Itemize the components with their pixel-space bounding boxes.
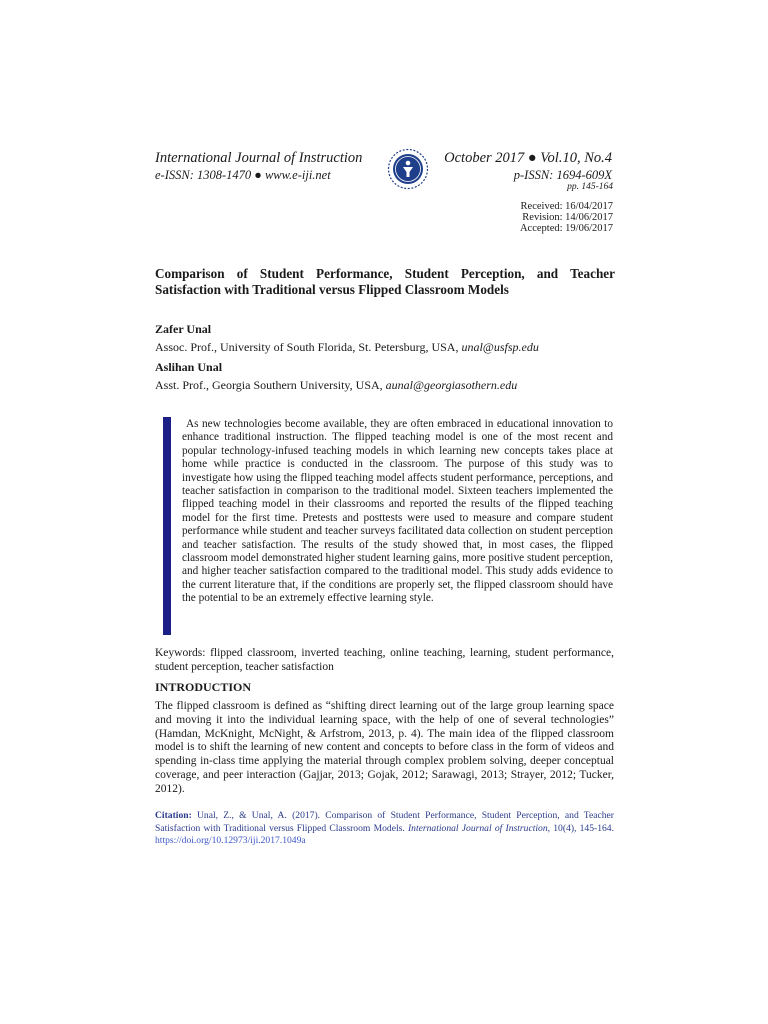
citation-block	[155, 810, 614, 848]
keywords: Keywords: flipped classroom, inverted teaching, online teaching, learning, student performance, student perception, teacher satisfaction	[155, 647, 614, 673]
journal-name: International Journal of Instruction	[155, 150, 363, 166]
journal-logo-icon	[387, 148, 429, 190]
author-affiliation	[155, 378, 517, 393]
citation-journal: International Journal of Instruction	[407, 822, 548, 834]
citation-text: Unal, Z., & Unal, A. (2017). Comparison of Student Performance, Student Perception, and Teacher Satisfaction with Traditional versus Flipped Classroom Models.	[155, 810, 614, 834]
author-block-2	[155, 360, 517, 393]
affiliation-text: Assoc. Prof., University of South Florida, St. Petersburg, USA,	[155, 340, 459, 354]
abstract-text: As new technologies become available, they are often embraced in educational innovation to enhance traditional instruction. The flipped teaching model is one of the most recent and popular technology-infused teaching models in which learning new concepts takes place at home while practice is conducted in the classroom. The purpose of this study was to investigate how using the flipped teaching model affects student performance, perceptions, and teacher satisfaction in comparison to the traditional model. Sixteen teachers implemented the flipped teaching model in their classrooms and reported the results of the flipped teaching model for the first time. Pretests and posttests were used to measure and compare student performance while student and teacher surveys facilitated data collection on student perception and teacher satisfaction. The results of the study showed that, in most cases, the flipped classroom model demonstrated higher student learning gains, more positive student perception, and higher teacher satisfaction compared to the traditional model. This study adds evidence to the current literature that, if the conditions are properly set, the flipped classroom should have the potential to be an extremely effective learning style.	[182, 418, 613, 605]
author-email: unal@usfsp.edu	[461, 340, 539, 354]
author-block-1	[155, 322, 539, 355]
issue-info: October 2017 ● Vol.10, No.4	[444, 150, 612, 166]
doi-link[interactable]: https://doi.org/10.12973/iji.2017.1049a	[155, 835, 306, 847]
revision-date: Revision: 14/06/2017	[522, 212, 613, 223]
page-range: pp. 145-164	[567, 182, 613, 192]
author-name: Aslihan Unal	[155, 360, 223, 374]
author-email: aunal@georgiasothern.edu	[385, 378, 518, 392]
p-issn: p-ISSN: 1694-609X	[513, 168, 612, 182]
received-date: Received: 16/04/2017	[520, 201, 613, 212]
affiliation-text: Asst. Prof., Georgia Southern University, USA,	[155, 378, 383, 392]
author-affiliation	[155, 340, 539, 355]
e-issn: e-ISSN: 1308-1470 ● www.e-iji.net	[155, 168, 331, 182]
citation-volume: , 10(4), 145-164.	[547, 822, 615, 834]
accepted-date: Accepted: 19/06/2017	[519, 223, 613, 234]
intro-paragraph: The flipped classroom is defined as “shifting direct learning out of the large group learning space and moving it into the individual learning space, with the help of one of several technologies” (Hamdan, McKnight, McNight, & Arfstrom, 2013, p. 4). The main idea of the flipped classroom model is to shift the learning of new content and concepts to before class in the form of videos and spending in-class time applying the material through complex problem solving, deeper conceptual coverage, and peer interaction (Gajjar, 2013; Gojak, 2012; Sarawagi, 2013; Strayer, 2012; Tucker, 2012).	[155, 700, 614, 795]
article-dates	[440, 201, 613, 234]
abstract-bar	[163, 417, 171, 635]
author-name: Zafer Unal	[155, 322, 212, 336]
paper-title: Comparison of Student Performance, Student Perception, and Teacher Satisfaction with Traditional versus Flipped Classroom Models	[155, 266, 615, 297]
citation-label: Citation:	[155, 810, 192, 821]
section-heading: INTRODUCTION	[155, 680, 252, 694]
